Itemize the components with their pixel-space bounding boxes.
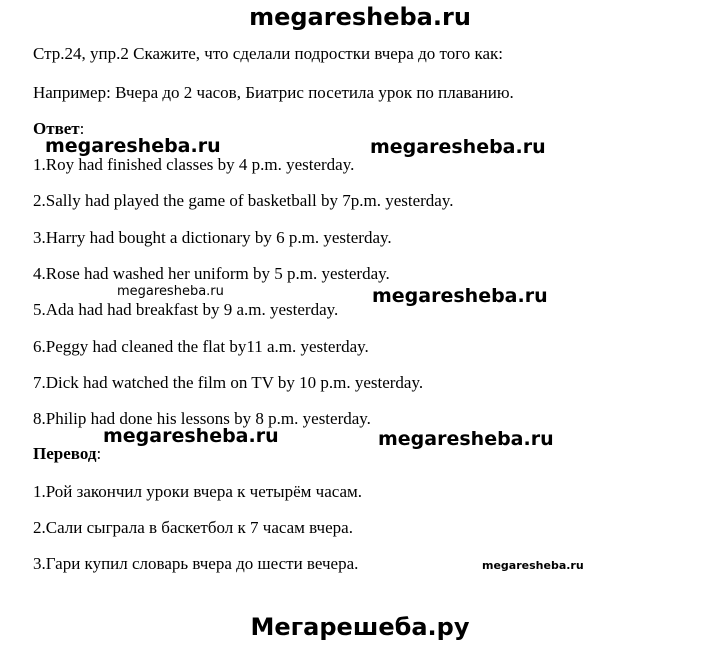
watermark: megaresheba.ru <box>372 285 548 307</box>
translation-heading-colon: : <box>96 444 102 463</box>
answer-item: 1.Roy had finished classes by 4 p.m. yesterday. <box>33 155 355 174</box>
answer-item: 5.Ada had had breakfast by 9 a.m. yesterday. <box>33 300 339 319</box>
translation-item: 2.Сали сыграла в баскетбол к 7 часам вчера. <box>33 518 353 537</box>
answer-item: 3.Harry had bought a dictionary by 6 p.m. yesterday. <box>33 228 392 247</box>
translation-heading-label: Перевод <box>33 444 97 463</box>
answer-item: 4.Rose had washed her uniform by 5 p.m. yesterday. <box>33 264 390 283</box>
translation-item: 1.Рой закончил уроки вчера к четырём часам. <box>33 482 363 501</box>
watermark: megaresheba.ru <box>378 428 554 450</box>
answer-item: 2.Sally had played the game of basketball by 7p.m. yesterday. <box>33 191 454 210</box>
translation-item: 3.Гари купил словарь вчера до шести вечера. <box>33 554 359 573</box>
answer-heading-colon: : <box>79 119 85 138</box>
answer-item: 7.Dick had watched the film on TV by 10 p.m. yesterday. <box>33 373 424 392</box>
watermark: megaresheba.ru <box>117 284 224 299</box>
task-example: Например: Вчера до 2 часов, Биатрис посетила урок по плаванию. <box>33 83 514 102</box>
watermark: megaresheba.ru <box>482 559 584 572</box>
watermark: megaresheba.ru <box>45 135 221 157</box>
answer-heading-label: Ответ <box>33 119 80 138</box>
answer-item: 8.Philip had done his lessons by 8 p.m. yesterday. <box>33 409 371 428</box>
translation-heading <box>33 443 101 465</box>
watermark: megaresheba.ru <box>370 136 546 158</box>
answer-item: 6.Peggy had cleaned the flat by11 a.m. yesterday. <box>33 337 369 356</box>
site-footer: Мегарешеба.ру <box>250 613 470 641</box>
watermark: megaresheba.ru <box>103 425 279 447</box>
site-header: megaresheba.ru <box>249 3 471 31</box>
task-instruction: Стр.24, упр.2 Скажите, что сделали подростки вчера до того как: <box>33 44 504 63</box>
